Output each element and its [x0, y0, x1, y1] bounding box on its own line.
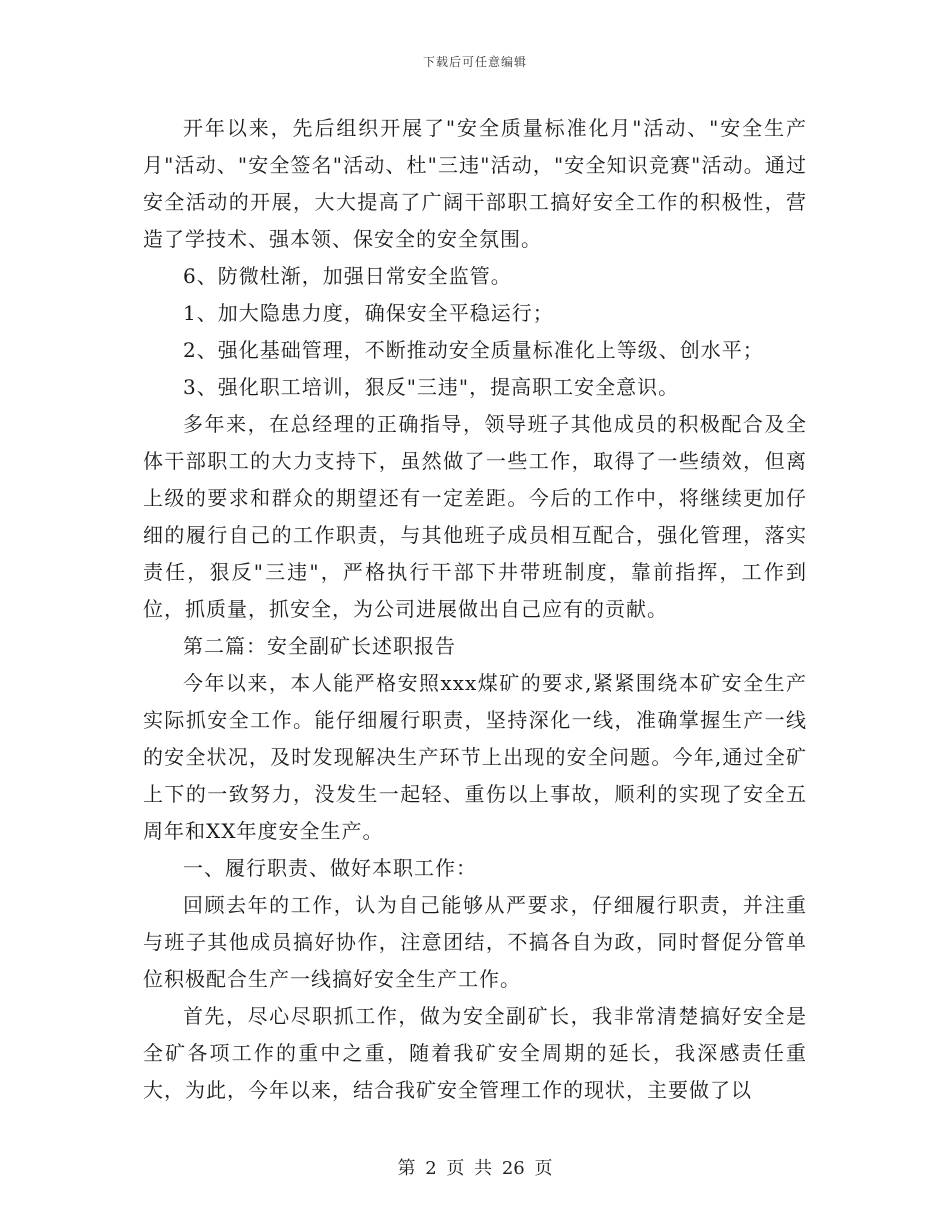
paragraph-item-1: 1、加大隐患力度，确保安全平稳运行；: [183, 301, 554, 325]
paragraph-summary: 多年来，在总经理的正确指导，领导班子其他成员的积极配合及全体干部职工的大力支持下，虽然做了一些工作，取得了一些绩效，但离上级的要求和群众的期望还有一定差距。今后的工作中，将继续更加仔细的履行自己的工作职责，与其他班子成员相互配合，强化管理，落实责任，狠反"三违"，严格执行干部下井带班制度，靠前指挥，工作到位，抓质量，抓安全，为公司进展做出自己应有的贡献。: [143, 412, 807, 621]
section-title-part-two: 第二篇：安全副矿长述职报告: [183, 634, 456, 658]
paragraph-heading-supervision: 6、防微杜渐，加强日常安全监管。: [183, 264, 512, 288]
paragraph-first: 首先，尽心尽职抓工作，做为安全副矿长，我非常清楚搞好安全是全矿各项工作的重中之重，随着我矿安全周期的延长，我深感责任重大，为此，今年以来，结合我矿安全管理工作的现状，主要做了以: [143, 1004, 807, 1102]
page-header: 下载后可任意编辑: [422, 55, 527, 69]
paragraph-item-2: 2、强化基础管理，不断推动安全质量标准化上等级、创水平；: [183, 338, 764, 362]
paragraph-review: 回顾去年的工作，认为自己能够从严要求，仔细履行职责，并注重与班子其他成员搞好协作，注意团结，不搞各自为政，同时督促分管单位积极配合生产一线搞好安全生产工作。: [143, 893, 807, 991]
paragraph-item-3: 3、强化职工培训，狠反"三违"，提高职工安全意识。: [183, 375, 680, 399]
document-body: [143, 110, 807, 1109]
page-footer: 第 2 页 共 26 页: [397, 1158, 553, 1179]
paragraph-activities: 开年以来，先后组织开展了"安全质量标准化月"活动、"安全生产月"活动、"安全签名"活动、杜"三违"活动，"安全知识竞赛"活动。通过安全活动的开展，大大提高了广阔干部职工搞好安全工作的积极性，营造了学技术、强本领、保安全的安全氛围。: [143, 116, 807, 251]
section-heading-duties: 一、履行职责、做好本职工作：: [183, 856, 477, 880]
paragraph-intro-part-two: 今年以来，本人能严格安照xxx煤矿的要求,紧紧围绕本矿安全生产实际抓安全工作。能仔细履行职责，坚持深化一线，准确掌握生产一线的安全状况，及时发现解决生产环节上出现的安全问题。今年,通过全矿上下的一致努力，没发生一起轻、重伤以上事故，顺利的实现了安全五周年和XX年度安全生产。: [143, 671, 807, 843]
